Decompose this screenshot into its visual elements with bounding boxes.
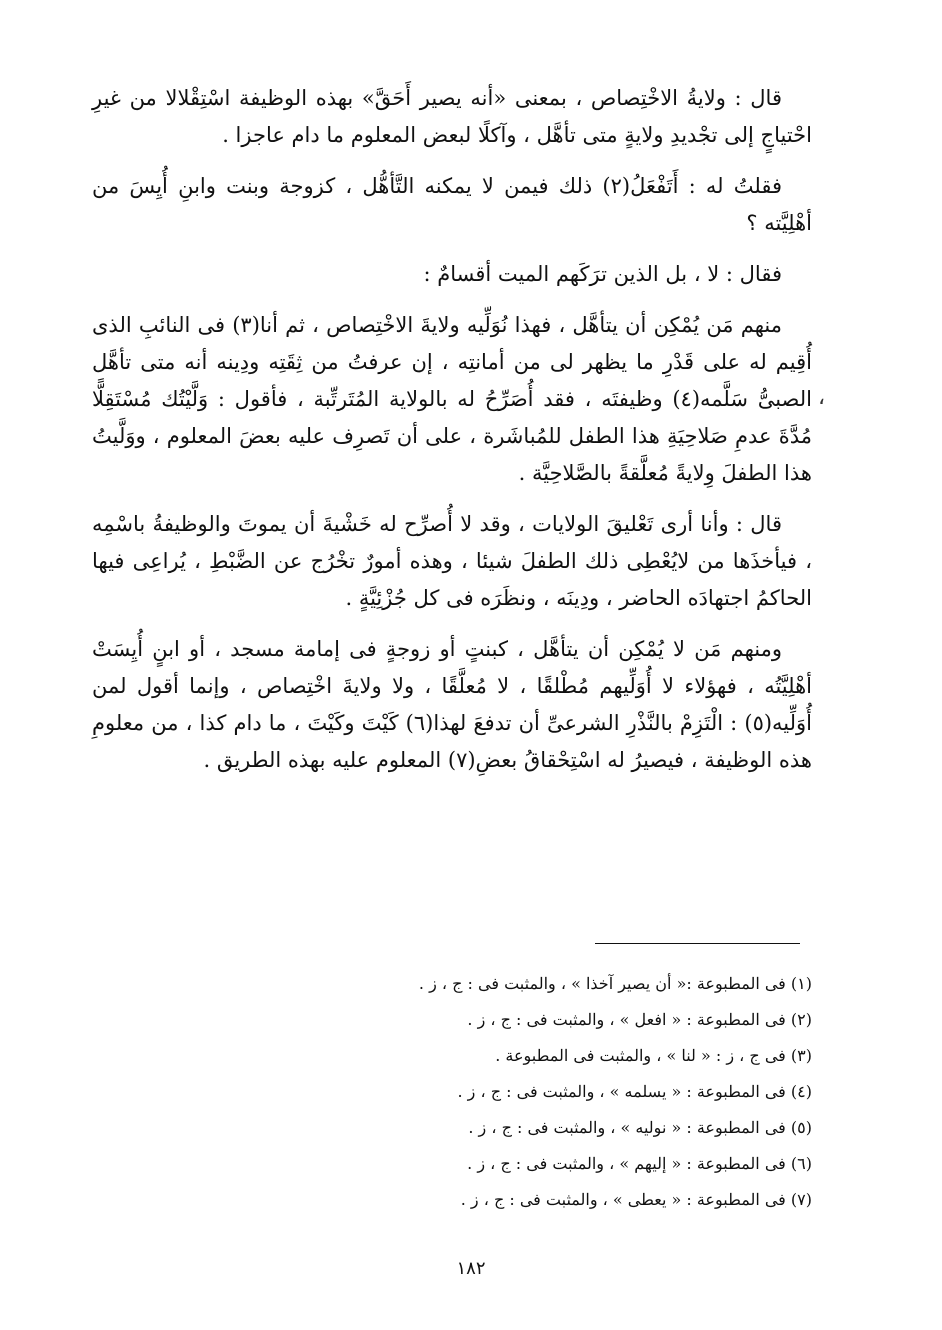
footnote-separator [595,943,800,944]
paragraph-4: منهم مَن يُمْكِن أن يتأهَّل ، فهذا نُوَلِّيه ولايةَ الاخْتِصاص ، ثم أنا(٣) فى النائبِ الذى أُقِيم له على قَدْرِ ما يظهر لى من أمانتِه ، إن عرفتُ من ثِقَتِه ودِينه أنه متى تأهَّل الصبىُّ سَلَّمه(٤) وظيفتَه ، فقد أُصَرِّحُ له بالولاية المُتَرتِّبة ، فأقول : وَلَّيْتُك مُسْتَقِلًّا مُدَّةَ عدمِ صَلاحِيَةِ هذا الطفل للمُباشَرة ، على أن تَصرِف عليه بعضَ المعلوم ، ووَلَّيتُ هذا الطفلَ وِلايةً مُعلَّقةً بالصَّلاحِيَّة . [92,313,812,485]
footnote-6: (٦) فى المطبوعة : « إليهم » ، والمثبت فى : ج ، ز . [467,1154,812,1173]
footnote-2: (٢) فى المطبوعة : « افعل » ، والمثبت فى : ج ، ز . [467,1010,812,1029]
footnotes [192,966,812,1218]
footnote-3: (٣) فى ج ، ز : « لنا » ، والمثبت فى المطبوعة . [495,1046,812,1065]
main-text [92,80,812,793]
paragraph-5: قال : وأنا أرى تَعْليقَ الولايات ، وقد لا أُصرِّح له خَشْيةَ أن يموتَ والوظيفةُ باسْمِه ، فيأخذَها من لايُعْطِى ذلك الطفلَ شيئا ، وهذه أمورٌ تخْرُج عن الضَّبْطِ ، يُراعِى فيها الحاكمُ اجتهادَه الحاضر ، ودِينَه ، ونظَرَه فى كل جُزْئِيَّةٍ . [92,512,812,610]
footnote-1: (١) فى المطبوعة :« أن يصير آخذا » ، والمثبت فى : ج ، ز . [418,974,812,993]
footnote-5: (٥) فى المطبوعة : « نوليه » ، والمثبت فى : ج ، ز . [468,1118,812,1137]
paragraph-1: قال : ولايةُ الاخْتِصاص ، بمعنى «أنه يصير أَحَقَّ» بهذه الوظيفة اسْتِقْلالا من غيرِ احْتياجٍ إلى تجْديدِ ولايةٍ متى تأهَّل ، وآكلًا لبعض المعلوم ما دام عاجزا . [92,86,812,147]
footnote-4: (٤) فى المطبوعة : « يسلمه » ، والمثبت فى : ج ، ز . [457,1082,812,1101]
margin-mark: ، [818,385,826,410]
paragraph-6: ومنهم مَن لا يُمْكِن أن يتأهَّل ، كبنتٍ أو زوجةٍ فى إمامة مسجد ، أو ابنٍ أُيِسَتْ أهْلِيَّتُه ، فهؤلاء لا أُوَلِّيهم مُطْلقًا ، لا مُعلَّقًا ، ولا ولايةَ اخْتِصاص ، وإنما أقول لمن أُوَلِّيه(٥) : الْتَزِمْ بالنَّذْرِ الشرعىِّ أن تدفعَ لهذا(٦) كَيْتَ وكَيْتَ ، ما دام كذا ، من معلومِ هذه الوظيفة ، فيصيرُ له اسْتِحْقاقُ بعضِ(٧) المعلوم عليه بهذه الطريق . [92,637,813,772]
paragraph-3: فقال : لا ، بل الذين ترَكَهم الميت أقسامٌ : [423,262,782,286]
footnote-7: (٧) فى المطبوعة : « يعطى » ، والمثبت فى : ج ، ز . [460,1190,812,1209]
page-number: ١٨٢ [456,1258,486,1279]
paragraph-2: فقلتُ له : أَتَفْعَلُ(٢) ذلك فيمن لا يمكنه التَّأهُّل ، كزوجة وبنت وابنِ أُيِسَ من أهْلِيَّته ؟ [92,174,812,235]
